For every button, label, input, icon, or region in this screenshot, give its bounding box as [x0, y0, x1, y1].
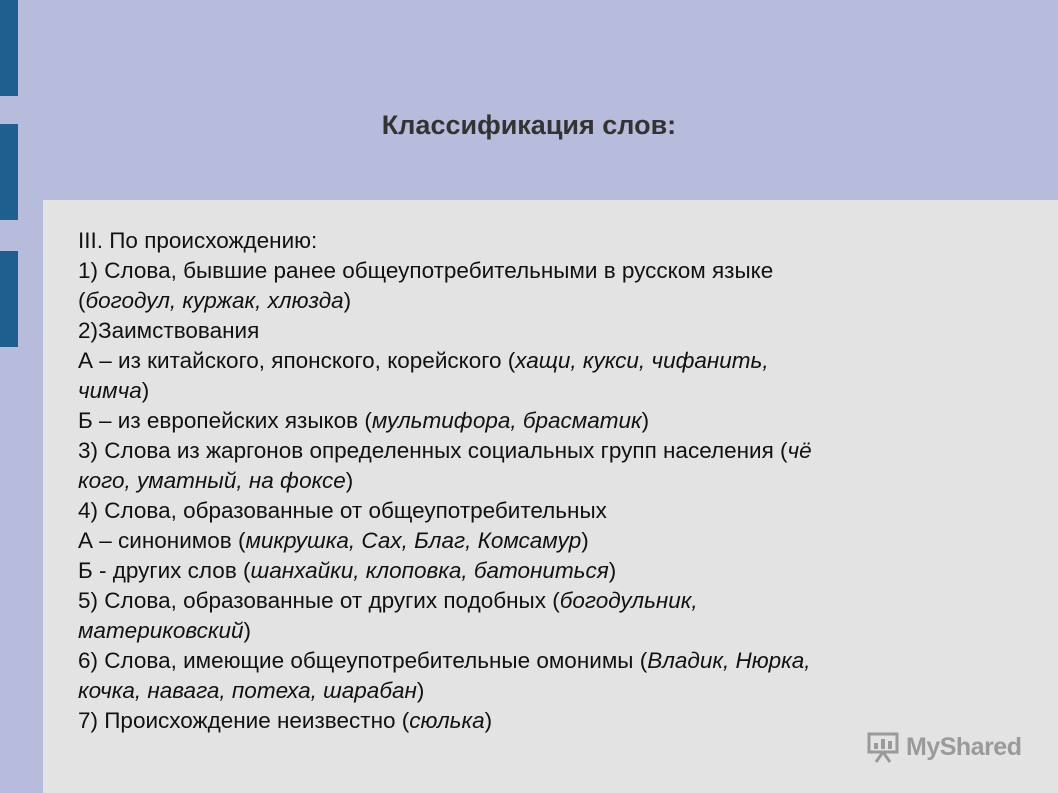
body-text-segment: 2)Заимствования	[78, 318, 260, 343]
body-text-segment: )	[141, 378, 150, 403]
example-words: микрушка, Сах, Благ, Комсамур	[245, 528, 582, 553]
presentation-board-icon	[866, 731, 900, 763]
body-text-segment: 7) Происхождение неизвестно (	[78, 708, 410, 733]
body-line	[78, 286, 1038, 316]
body-text-segment: Б - других слов (	[78, 558, 251, 583]
example-words: чё	[787, 438, 812, 463]
body-line	[78, 676, 1038, 706]
example-words: хащи, кукси, чифанить,	[515, 348, 769, 373]
body-text-segment: А – из китайского, японского, корейского (	[78, 348, 516, 373]
example-words: материковский	[78, 618, 244, 643]
body-text-segment: )	[243, 618, 252, 643]
slide-body	[78, 226, 1038, 736]
example-words: кочка, навага, потеха, шарабан	[78, 678, 417, 703]
accent-bar-top	[0, 0, 18, 96]
slide-title: Классификация слов:	[381, 110, 677, 140]
body-line	[78, 586, 1038, 616]
example-words: чимча	[78, 378, 142, 403]
body-text-segment: )	[608, 558, 617, 583]
body-line	[78, 496, 1038, 526]
watermark-text: MyShared	[906, 732, 1022, 761]
body-line	[78, 436, 1038, 466]
body-text-segment: )	[484, 708, 493, 733]
example-words: шанхайки, клоповка, батониться	[250, 558, 609, 583]
body-text-segment: 3) Слова из жаргонов определенных социальных групп населения (	[78, 438, 788, 463]
body-text-segment: 5) Слова, образованные от других подобных (	[78, 588, 560, 613]
body-text-segment: 1) Слова, бывшие ранее общеупотребительными в русском языке	[78, 258, 774, 283]
body-text-segment: (	[78, 288, 86, 313]
body-text-segment: )	[581, 528, 589, 553]
body-line	[78, 406, 1038, 436]
body-line	[78, 556, 1038, 586]
example-words: кого, уматный, на фоксе	[78, 468, 346, 493]
example-words: богодул, куржак, хлюзда	[85, 288, 344, 313]
body-text-segment: )	[416, 678, 425, 703]
body-text-segment: 4) Слова, образованные от общеупотребительных	[78, 498, 607, 523]
watermark	[866, 730, 1021, 764]
body-text-segment: 6) Слова, имеющие общеупотребительные омонимы (	[78, 648, 648, 673]
body-line	[78, 226, 1038, 256]
body-line	[78, 616, 1038, 646]
body-line	[78, 466, 1038, 496]
body-line	[78, 346, 1038, 376]
body-text-segment: )	[345, 468, 354, 493]
body-text-segment: )	[343, 288, 352, 313]
body-text-segment: III. По происхождению:	[78, 228, 318, 253]
example-words: мультифора, брасматик	[371, 408, 642, 433]
example-words: богодульник,	[559, 588, 698, 613]
body-text-segment: )	[641, 408, 650, 433]
body-text-segment: А – синонимов (	[78, 528, 246, 553]
body-line	[78, 256, 1038, 286]
body-line	[78, 376, 1038, 406]
accent-bar-bottom	[0, 251, 18, 347]
body-line	[78, 316, 1038, 346]
body-text-segment: Б – из европейских языков (	[78, 408, 372, 433]
body-line	[78, 526, 1038, 556]
body-line	[78, 646, 1038, 676]
example-words: Владик, Нюрка,	[647, 648, 811, 673]
example-words: сюлька	[409, 708, 485, 733]
